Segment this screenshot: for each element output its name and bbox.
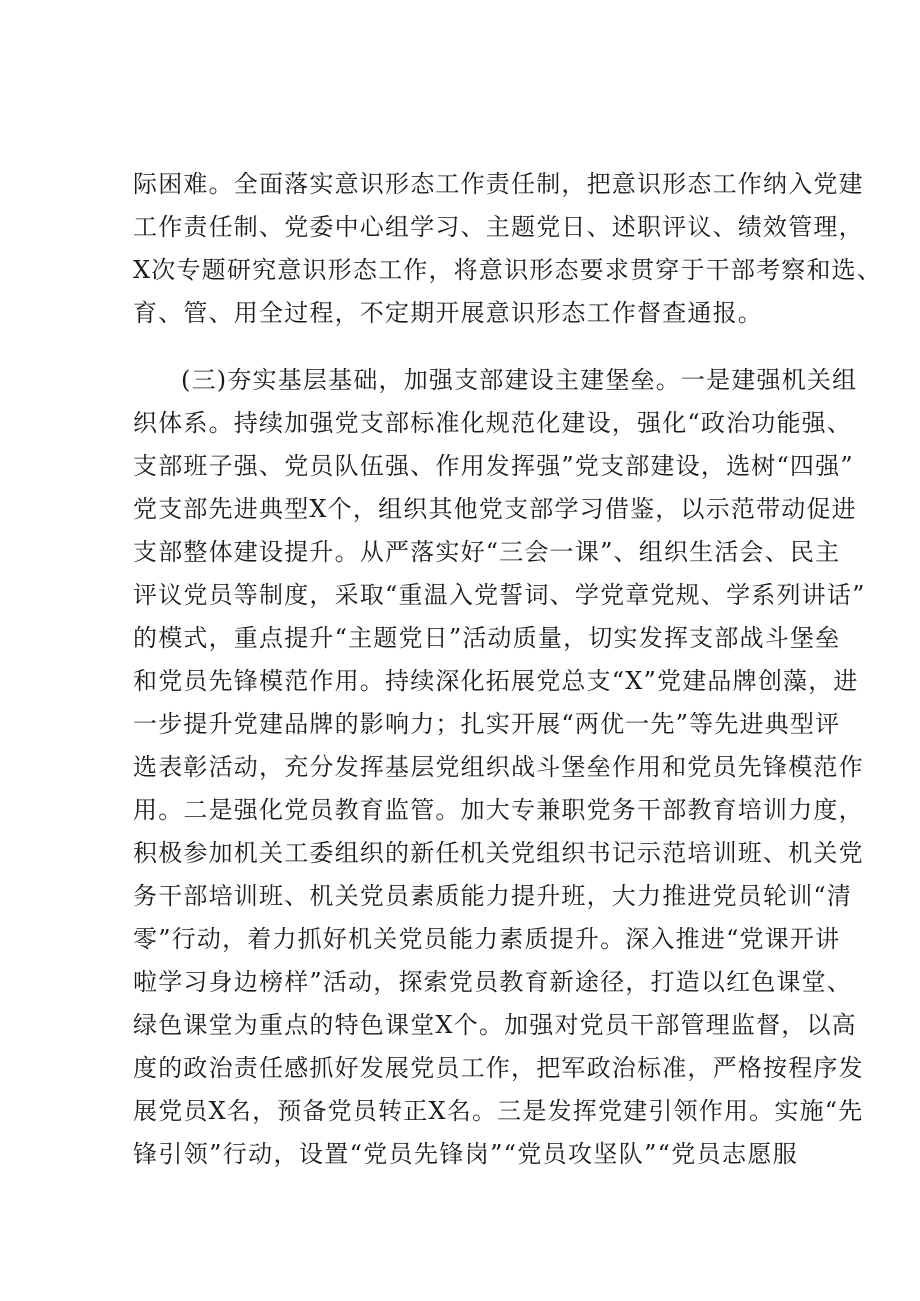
text-line: 一步提升党建品牌的影响力；扎实开展“两优一先”等先进典型评: [133, 710, 841, 738]
text-line: 务干部培训班、机关党员素质能力提升班，大力推进党员轮训“清: [133, 882, 853, 910]
text-line: 工作责任制、党委中心组学习、主题党日、述职评议、绩效管理，: [133, 213, 864, 241]
text-line: 选表彰活动，充分发挥基层党组织战斗堡垒作用和党员先锋模范作: [133, 753, 864, 781]
text-line: 绿色课堂为重点的特色课堂X个。加强对党员干部管理监督，以高: [133, 1011, 857, 1039]
text-line: 用。二是强化党员教育监管。加大专兼职党务干部教育培训力度，: [133, 796, 864, 824]
text-line: 党支部先进典型X个，组织其他党支部学习借鉴，以示范带动促进: [133, 495, 857, 523]
text-line: 评议党员等制度，采取“重温入党誓词、学党章党规、学系列讲话”: [133, 581, 866, 609]
text-line: 支部班子强、党员队伍强、作用发挥强”党支部建设，选树“四强”: [133, 452, 854, 480]
text-line: 展党员X名，预备党员转正X名。三是发挥党建引领作用。实施“先: [133, 1097, 864, 1125]
text-line: X次专题研究意识形态工作，将意识形态要求贯穿于干部考察和选、: [133, 256, 883, 284]
section-heading-line: (三)夯实基层基础，加强支部建设主建堡垒。一是建强机关组: [181, 366, 858, 394]
text-line: 度的政治责任感抓好发展党员工作，把军政治标准，严格按程序发: [133, 1054, 864, 1082]
text-line: 的模式，重点提升“主题党日”活动质量，切实发挥支部战斗堡垒: [133, 624, 841, 652]
text-line: 织体系。持续加强党支部标准化规范化建设，强化“政治功能强、: [133, 409, 853, 437]
text-line: 啦学习身边榜样”活动，探索党员教育新途径，打造以红色课堂、: [133, 968, 853, 996]
text-line: 锋引领”行动，设置“党员先锋岗”“党员攻坚队”“党员志愿服: [133, 1140, 798, 1168]
text-line: 零”行动，着力抓好机关党员能力素质提升。深入推进“党课开讲: [133, 925, 841, 953]
text-line: 积极参加机关工委组织的新任机关党组织书记示范培训班、机关党: [133, 839, 864, 867]
text-line: 支部整体建设提升。从严落实好“三会一课”、组织生活会、民主: [133, 538, 841, 566]
text-line: 和党员先锋模范作用。持续深化拓展党总支“X”党建品牌创藻，进: [133, 667, 859, 695]
text-line: 际困难。全面落实意识形态工作责任制，把意识形态工作纳入党建: [133, 170, 864, 198]
text-line: 育、管、用全过程，不定期开展意识形态工作督查通报。: [133, 299, 763, 327]
